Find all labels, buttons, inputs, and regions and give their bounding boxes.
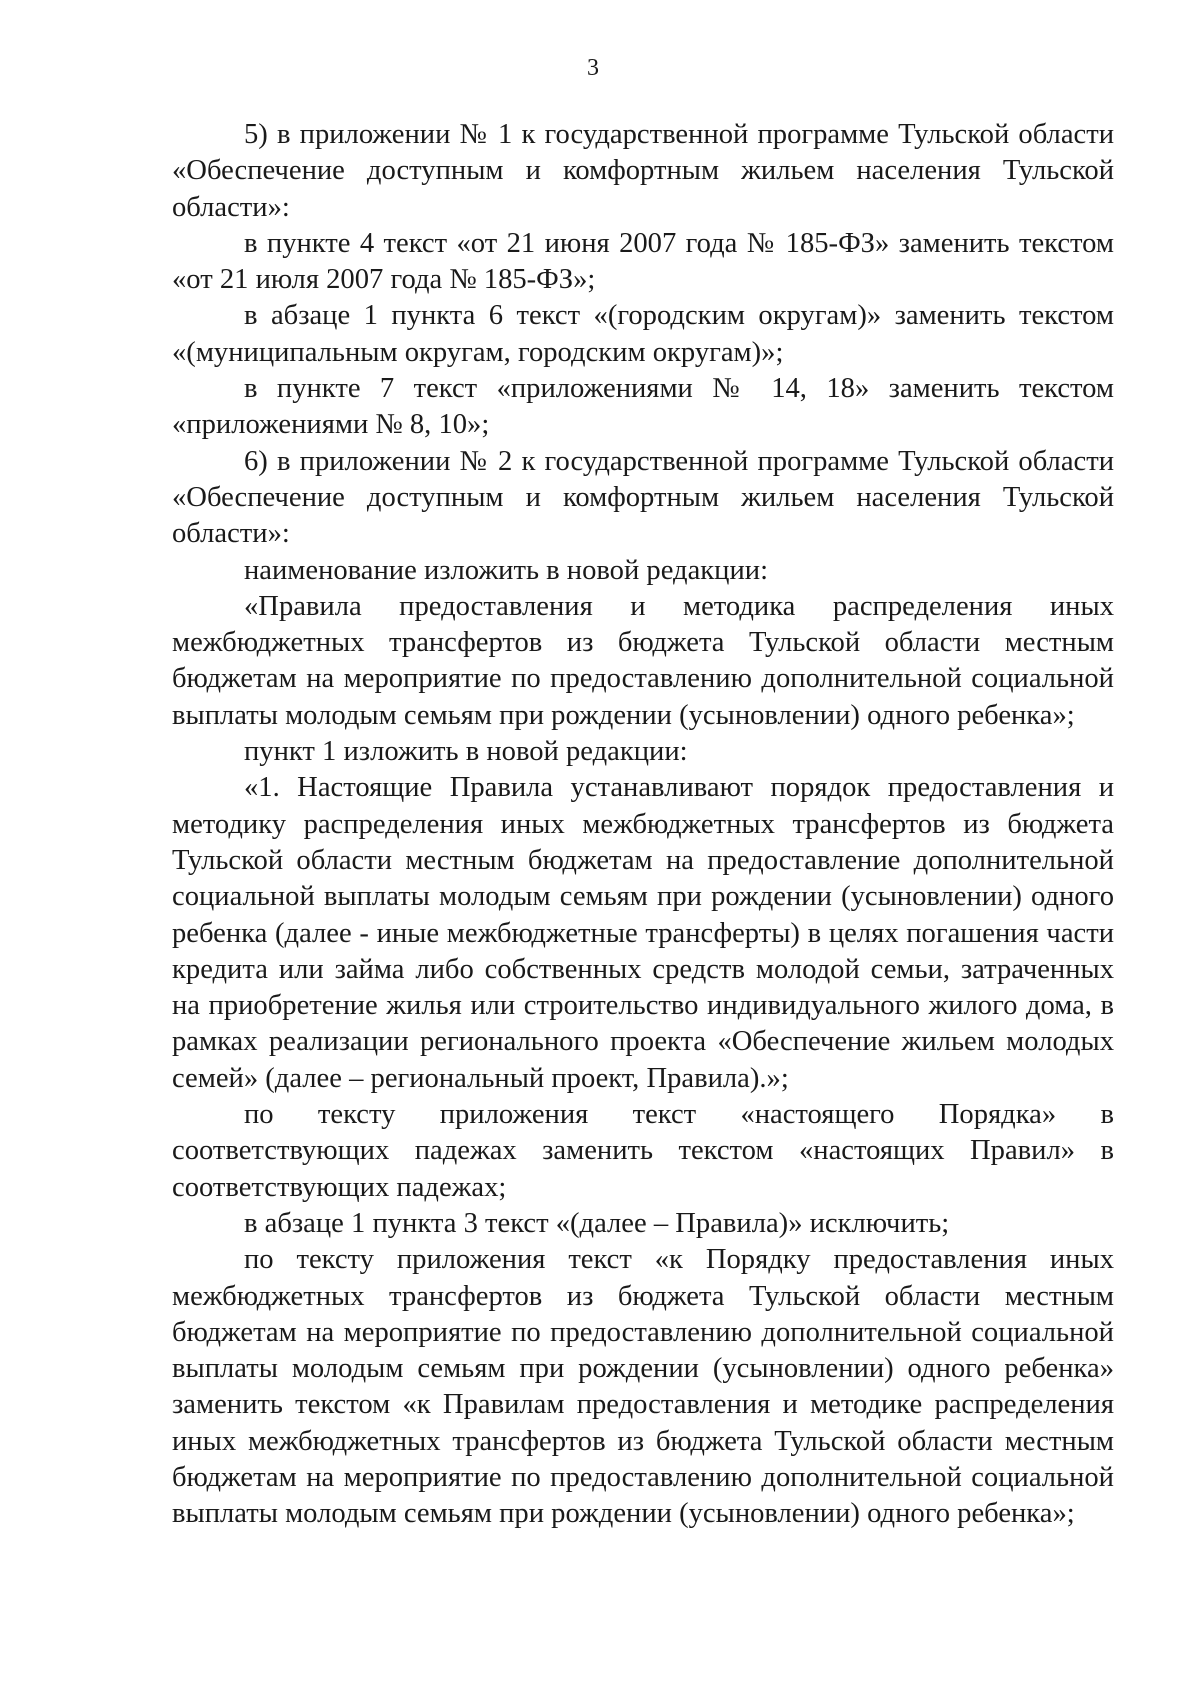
paragraph-point-1-instruction: пункт 1 изложить в новой редакции: (244, 736, 688, 768)
paragraph-new-title: «Правила предоставления и методика распределения иных межбюджетных трансфертов из бюджета Тульской области местным бюджетам на мероприятие по предоставлению дополнительной социальной выплаты молодым семьям при рождении (усыновлении) одного ребенка»; (172, 590, 1114, 731)
paragraph-new-point-1: «1. Настоящие Правила устанавливают порядок предоставления и методику распределения иных межбюджетных трансфертов из бюджета Тульской области местным бюджетам на предоставление дополнительной социальной выплаты молодым семьям при рождении (усыновлении) одного ребенка (далее - иные межбюджетные трансферты) в целях погашения части кредита или займа либо собственных средств молодой семьи, затраченных на приобретение жилья или строительство индивидуального жилого дома, в рамках реализации регионального проекта «Обеспечение жильем молодых семей» (далее – региональный проект, Правила).»; (172, 772, 1114, 1094)
paragraph-poryadok-replacement: по тексту приложения текст «настоящего Порядка» в соответствующих падежах заменить текстом «настоящих Правил» в соответствующих падежах; (172, 1099, 1114, 1203)
paragraph-item-6: 6) в приложении № 2 к государственной программе Тульской области «Обеспечение доступным и комфортным жильем населения Тульской области»: (172, 445, 1114, 550)
paragraph-point-7-change: в пункте 7 текст «приложениями № 14, 18» заменить текстом «приложениями № 8, 10»; (172, 373, 1114, 441)
paragraph-point-3-change: в абзаце 1 пункта 3 текст «(далее – Правила)» исключить; (244, 1207, 950, 1239)
paragraph-point-4-change: в пункте 4 текст «от 21 июня 2007 года № 185-ФЗ» заменить текстом «от 21 июля 2007 года № 185-ФЗ»; (172, 227, 1114, 296)
paragraph-title-instruction: наименование изложить в новой редакции: (244, 554, 769, 586)
paragraph-item-5: 5) в приложении № 1 к государственной программе Тульской области «Обеспечение доступным и комфортным жильем населения Тульской области»: (172, 119, 1114, 223)
document-body (172, 117, 1114, 1533)
paragraph-point-6-change: в абзаце 1 пункта 6 текст «(городским округам)» заменить текстом «(муниципальным округам, городским округам)»; (172, 300, 1114, 368)
page-number: 3 (587, 55, 599, 81)
paragraph-annex-replacement: по тексту приложения текст «к Порядку предоставления иных межбюджетных трансфертов из бюджета Тульской области местным бюджетам на мероприятие по предоставлению дополнительной социальной выплаты молодым семьям при рождении (усыновлении) одного ребенка» заменить текстом «к Правилам предоставления и методике распределения иных межбюджетных трансфертов из бюджета Тульской области местным бюджетам на мероприятие по предоставлению дополнительной социальной выплаты молодым семьям при рождении (усыновлении) одного ребенка»; (172, 1244, 1114, 1530)
